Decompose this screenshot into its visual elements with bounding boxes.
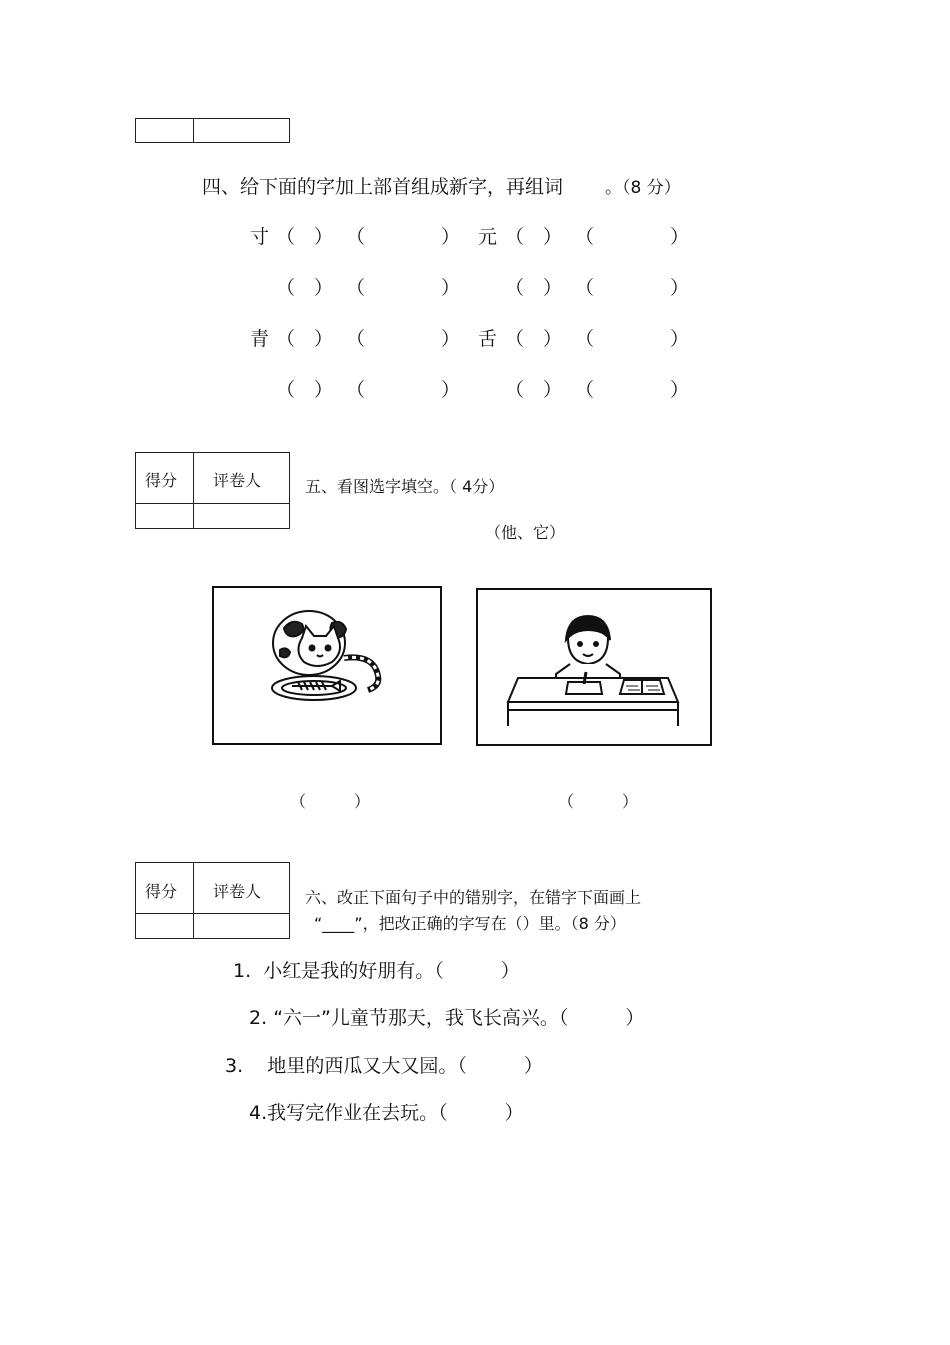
section5-choices: （他、它） xyxy=(485,523,566,542)
list-item xyxy=(249,1003,644,1030)
item-text: 地里的西瓜又大又园。（ ） xyxy=(267,1055,543,1077)
blank-small[interactable]: （ ） xyxy=(505,379,563,401)
blank-large[interactable]: （ ） xyxy=(575,226,690,248)
grader-label: 评卷人 xyxy=(213,471,262,490)
blank-large[interactable]: （ ） xyxy=(346,328,461,350)
section4-char: 舌 xyxy=(478,328,498,350)
blank-small[interactable]: （ ） xyxy=(505,226,563,248)
blank-large[interactable]: （ ） xyxy=(575,277,690,299)
section4-title xyxy=(202,172,681,199)
blank-small[interactable]: （ ） xyxy=(505,277,563,299)
answer-blank-1[interactable]: （ ） xyxy=(290,792,371,811)
boy-picture xyxy=(476,588,712,746)
blank-large[interactable]: （ ） xyxy=(575,328,690,350)
blank-small[interactable]: （ ） xyxy=(276,379,334,401)
item-text: 小红是我的好朋有。（ ） xyxy=(263,960,520,982)
answer-blank-2[interactable]: （ ） xyxy=(558,792,639,811)
blank-large[interactable]: （ ） xyxy=(575,379,690,401)
blank-large[interactable]: （ ） xyxy=(346,379,461,401)
section4-char: 寸 xyxy=(250,226,270,248)
blank-small[interactable]: （ ） xyxy=(276,277,334,299)
cat-drawing xyxy=(214,588,440,743)
section4-title-text: 四、给下面的字加上部首组成新字，再组词 xyxy=(202,176,564,198)
grader-label: 评卷人 xyxy=(213,882,262,901)
blank-large[interactable]: （ ） xyxy=(346,277,461,299)
boy-drawing xyxy=(478,590,710,744)
item-number: 4. xyxy=(249,1102,268,1124)
section4-char: 元 xyxy=(478,226,498,248)
section4-title-score: 。（8 分） xyxy=(605,178,681,198)
item-number: 2. xyxy=(249,1007,268,1029)
score-label: 得分 xyxy=(145,471,178,490)
score-label: 得分 xyxy=(145,882,178,901)
section5-title: 五、看图选字填空。（ 4分） xyxy=(305,477,505,496)
section4-char: 青 xyxy=(250,328,270,350)
cat-picture xyxy=(212,586,442,745)
section6-title-line1: 六、改正下面句子中的错别字，在错字下面画上 xyxy=(305,888,642,907)
item-text: “六一”儿童节那天，我飞长高兴。（ ） xyxy=(273,1007,645,1029)
list-item xyxy=(225,1051,543,1078)
item-number: 1. xyxy=(233,960,252,982)
blank-small[interactable]: （ ） xyxy=(276,328,334,350)
blank-small[interactable]: （ ） xyxy=(505,328,563,350)
item-number: 3. xyxy=(225,1055,244,1077)
section6-title-line2: “____”，把改正确的字写在（）里。（8 分） xyxy=(314,914,626,933)
list-item xyxy=(249,1098,524,1125)
blank-large[interactable]: （ ） xyxy=(346,226,461,248)
list-item xyxy=(233,956,520,983)
item-text: 我写完作业在去玩。（ ） xyxy=(267,1102,524,1124)
blank-small[interactable]: （ ） xyxy=(276,226,334,248)
